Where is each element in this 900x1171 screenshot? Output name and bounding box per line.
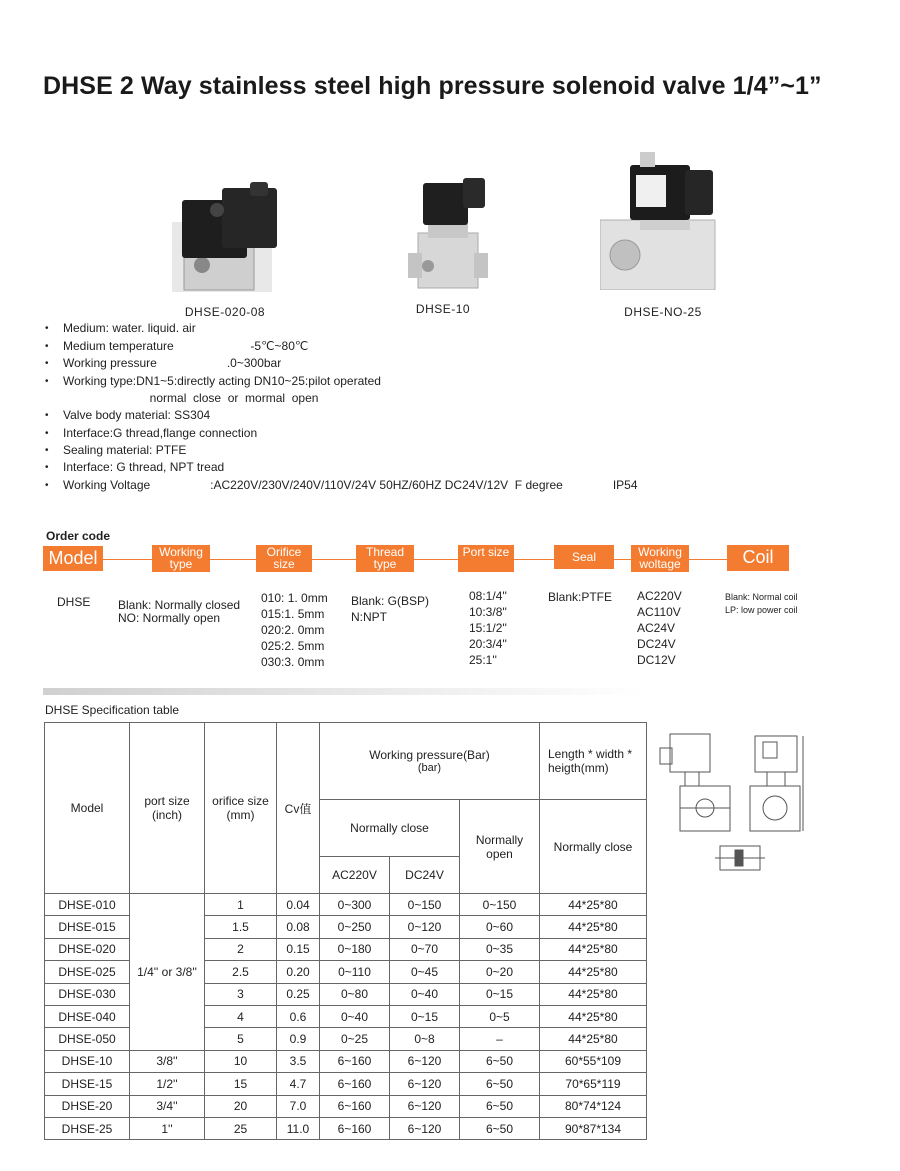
cell-model: DHSE-10 xyxy=(45,1050,130,1072)
bullet-icon: • xyxy=(45,428,49,439)
cell-model: DHSE-010 xyxy=(45,894,130,916)
order-model-value: DHSE xyxy=(57,595,91,609)
order-code-title: Order code xyxy=(46,529,111,543)
cell-ac: 0~40 xyxy=(320,1005,390,1027)
order-port-2: 15:1/2'' xyxy=(469,621,507,635)
feature-item: normal close or mormal open xyxy=(63,391,319,405)
header-dc24v: DC24V xyxy=(390,857,460,894)
order-thread-1: N:NPT xyxy=(351,610,387,624)
cell-dim: 70*65*119 xyxy=(540,1073,647,1095)
cell-model: DHSE-030 xyxy=(45,983,130,1005)
header-dimensions-normally-close: Normally close xyxy=(540,800,647,894)
header-model: Model xyxy=(45,723,130,894)
order-port-1: 10:3/8'' xyxy=(469,605,507,619)
cell-ac: 0~110 xyxy=(320,961,390,983)
cell-no: – xyxy=(460,1028,540,1050)
table-row xyxy=(45,1050,647,1072)
bullet-icon: • xyxy=(45,445,49,456)
cell-ac: 6~160 xyxy=(320,1117,390,1139)
cell-dc: 6~120 xyxy=(390,1095,460,1117)
order-port-0: 08:1/4'' xyxy=(469,589,507,603)
cell-port-group: 1/4'' or 3/8'' xyxy=(130,894,205,1051)
header-ac220v: AC220V xyxy=(320,857,390,894)
product-label: DHSE-NO-25 xyxy=(624,305,702,319)
bullet-icon: • xyxy=(45,358,49,369)
cell-model: DHSE-020 xyxy=(45,938,130,960)
cell-cv: 3.5 xyxy=(277,1050,320,1072)
header-working-pressure-label: Working pressure(Bar) xyxy=(369,748,490,762)
bullet-icon: • xyxy=(45,376,49,387)
order-coil-1: LP: low power coil xyxy=(725,605,798,615)
feature-item: Medium temperature -5℃~80℃ xyxy=(63,339,309,353)
order-orifice-2: 020:2. 0mm xyxy=(261,623,325,637)
header-orifice-size: orifice size (mm) xyxy=(205,723,277,894)
cell-orifice: 4 xyxy=(205,1005,277,1027)
order-voltage-1: AC110V xyxy=(637,605,681,619)
cell-cv: 11.0 xyxy=(277,1117,320,1139)
valve-photo-dhse-020-08 xyxy=(172,180,292,292)
cell-ac: 6~160 xyxy=(320,1073,390,1095)
bullet-icon: • xyxy=(45,462,49,473)
bullet-icon: • xyxy=(45,341,49,352)
cell-orifice: 5 xyxy=(205,1028,277,1050)
cell-ac: 0~180 xyxy=(320,938,390,960)
header-normally-close: Normally close xyxy=(320,800,460,857)
cell-model: DHSE-20 xyxy=(45,1095,130,1117)
cell-dim: 44*25*80 xyxy=(540,916,647,938)
cell-dc: 0~8 xyxy=(390,1028,460,1050)
cell-model: DHSE-025 xyxy=(45,961,130,983)
bullet-icon: • xyxy=(45,323,49,334)
order-thread-0: Blank: G(BSP) xyxy=(351,594,430,608)
order-header-voltage: Working woltage xyxy=(631,545,689,572)
cell-no: 0~150 xyxy=(460,894,540,916)
cell-orifice: 15 xyxy=(205,1073,277,1095)
cell-orifice: 1 xyxy=(205,894,277,916)
order-orifice-4: 030:3. 0mm xyxy=(261,655,325,669)
order-working-type-0: Blank: Normally closed xyxy=(118,598,241,612)
valve-photo-dhse-no-25 xyxy=(600,150,720,290)
cell-port: 3/4'' xyxy=(130,1095,205,1117)
cell-ac: 6~160 xyxy=(320,1095,390,1117)
cell-orifice: 10 xyxy=(205,1050,277,1072)
cell-cv: 0.20 xyxy=(277,961,320,983)
cell-dim: 60*55*109 xyxy=(540,1050,647,1072)
cell-no: 0~60 xyxy=(460,916,540,938)
spec-table xyxy=(44,722,647,1140)
cell-ac: 0~250 xyxy=(320,916,390,938)
cell-dc: 0~40 xyxy=(390,983,460,1005)
bullet-icon: • xyxy=(45,480,49,491)
header-dimensions: Length * width * heigth(mm) xyxy=(540,723,647,800)
order-seal-value: Blank:PTFE xyxy=(548,590,613,604)
feature-item: Interface:G thread,flange connection xyxy=(63,426,258,440)
feature-item: Working Voltage :AC220V/230V/240V/110V/24V 50HZ/60HZ DC24V/12V F degree IP54 xyxy=(63,478,638,492)
table-row xyxy=(45,1117,647,1139)
order-header-model: Model xyxy=(43,546,103,571)
header-cv: Cv值 xyxy=(277,723,320,894)
cell-dim: 80*74*124 xyxy=(540,1095,647,1117)
cell-cv: 0.04 xyxy=(277,894,320,916)
order-voltage-3: DC24V xyxy=(637,637,676,651)
cell-port: 3/8'' xyxy=(130,1050,205,1072)
cell-model: DHSE-15 xyxy=(45,1073,130,1095)
order-header-coil: Coil xyxy=(727,545,789,571)
cell-ac: 0~80 xyxy=(320,983,390,1005)
cell-no: 6~50 xyxy=(460,1073,540,1095)
spec-table-title: DHSE Specification table xyxy=(45,703,180,717)
cell-port: 1/2'' xyxy=(130,1073,205,1095)
order-header-orifice-size: Orifice size xyxy=(256,545,312,572)
order-header-seal: Seal xyxy=(554,545,614,569)
cell-dc: 0~45 xyxy=(390,961,460,983)
order-port-4: 25:1'' xyxy=(469,653,497,667)
cell-model: DHSE-015 xyxy=(45,916,130,938)
cell-dc: 0~150 xyxy=(390,894,460,916)
cell-dim: 90*87*134 xyxy=(540,1117,647,1139)
cell-cv: 0.6 xyxy=(277,1005,320,1027)
feature-item: Medium: water. liquid. air xyxy=(63,321,196,335)
order-orifice-3: 025:2. 5mm xyxy=(261,639,325,653)
feature-item: Working type:DN1~5:directly acting DN10~25:pilot operated xyxy=(63,374,381,388)
order-coil-0: Blank: Normal coil xyxy=(725,592,798,602)
cell-orifice: 1.5 xyxy=(205,916,277,938)
section-divider xyxy=(43,688,643,695)
cell-orifice: 20 xyxy=(205,1095,277,1117)
cell-no: 6~50 xyxy=(460,1050,540,1072)
cell-model: DHSE-25 xyxy=(45,1117,130,1139)
header-normally-open: Normally open xyxy=(460,800,540,894)
feature-item: Working pressure .0~300bar xyxy=(63,356,282,370)
order-voltage-2: AC24V xyxy=(637,621,676,635)
cell-ac: 6~160 xyxy=(320,1050,390,1072)
cell-orifice: 25 xyxy=(205,1117,277,1139)
cell-no: 0~20 xyxy=(460,961,540,983)
cell-no: 0~15 xyxy=(460,983,540,1005)
table-row xyxy=(45,1095,647,1117)
cell-cv: 4.7 xyxy=(277,1073,320,1095)
cell-dim: 44*25*80 xyxy=(540,938,647,960)
table-row xyxy=(45,894,647,916)
order-orifice-1: 015:1. 5mm xyxy=(261,607,325,621)
cell-cv: 0.25 xyxy=(277,983,320,1005)
order-header-port-size: Port size xyxy=(458,545,514,572)
cell-dc: 0~70 xyxy=(390,938,460,960)
cell-cv: 0.15 xyxy=(277,938,320,960)
feature-item: Valve body material: SS304 xyxy=(63,408,211,422)
header-working-pressure-unit: (bar) xyxy=(417,762,442,774)
order-port-3: 20:3/4'' xyxy=(469,637,507,651)
cell-cv: 0.08 xyxy=(277,916,320,938)
cell-dim: 44*25*80 xyxy=(540,961,647,983)
header-working-pressure xyxy=(320,723,540,800)
cell-ac: 0~300 xyxy=(320,894,390,916)
cell-orifice: 2 xyxy=(205,938,277,960)
product-label: DHSE-10 xyxy=(415,302,471,316)
cell-cv: 0.9 xyxy=(277,1028,320,1050)
technical-drawing xyxy=(655,728,805,878)
cell-dim: 44*25*80 xyxy=(540,983,647,1005)
order-voltage-0: AC220V xyxy=(637,589,682,603)
feature-item: Sealing material: PTFE xyxy=(63,443,187,457)
cell-dim: 44*25*80 xyxy=(540,1005,647,1027)
cell-cv: 7.0 xyxy=(277,1095,320,1117)
bullet-icon: • xyxy=(45,410,49,421)
product-label: DHSE-020-08 xyxy=(184,305,266,319)
cell-ac: 0~25 xyxy=(320,1028,390,1050)
order-voltage-4: DC12V xyxy=(637,653,676,667)
table-row xyxy=(45,1073,647,1095)
cell-dim: 44*25*80 xyxy=(540,894,647,916)
cell-dc: 6~120 xyxy=(390,1073,460,1095)
order-header-working-type: Working type xyxy=(152,545,210,572)
cell-dc: 0~15 xyxy=(390,1005,460,1027)
valve-photo-dhse-10 xyxy=(408,178,488,293)
order-orifice-0: 010: 1. 0mm xyxy=(261,591,328,605)
cell-orifice: 3 xyxy=(205,983,277,1005)
order-working-type-1: NO: Normally open xyxy=(118,611,221,625)
cell-dc: 6~120 xyxy=(390,1117,460,1139)
page-title: DHSE 2 Way stainless steel high pressure solenoid valve 1/4”~1” xyxy=(43,72,822,100)
cell-no: 0~5 xyxy=(460,1005,540,1027)
cell-orifice: 2.5 xyxy=(205,961,277,983)
cell-dim: 44*25*80 xyxy=(540,1028,647,1050)
cell-dc: 6~120 xyxy=(390,1050,460,1072)
order-header-thread-type: Thread type xyxy=(356,545,414,572)
cell-no: 6~50 xyxy=(460,1117,540,1139)
feature-item: Interface: G thread, NPT tread xyxy=(63,460,225,474)
cell-model: DHSE-040 xyxy=(45,1005,130,1027)
cell-no: 0~35 xyxy=(460,938,540,960)
cell-dc: 0~120 xyxy=(390,916,460,938)
cell-no: 6~50 xyxy=(460,1095,540,1117)
header-port-size: port size (inch) xyxy=(130,723,205,894)
cell-model: DHSE-050 xyxy=(45,1028,130,1050)
cell-port: 1'' xyxy=(130,1117,205,1139)
